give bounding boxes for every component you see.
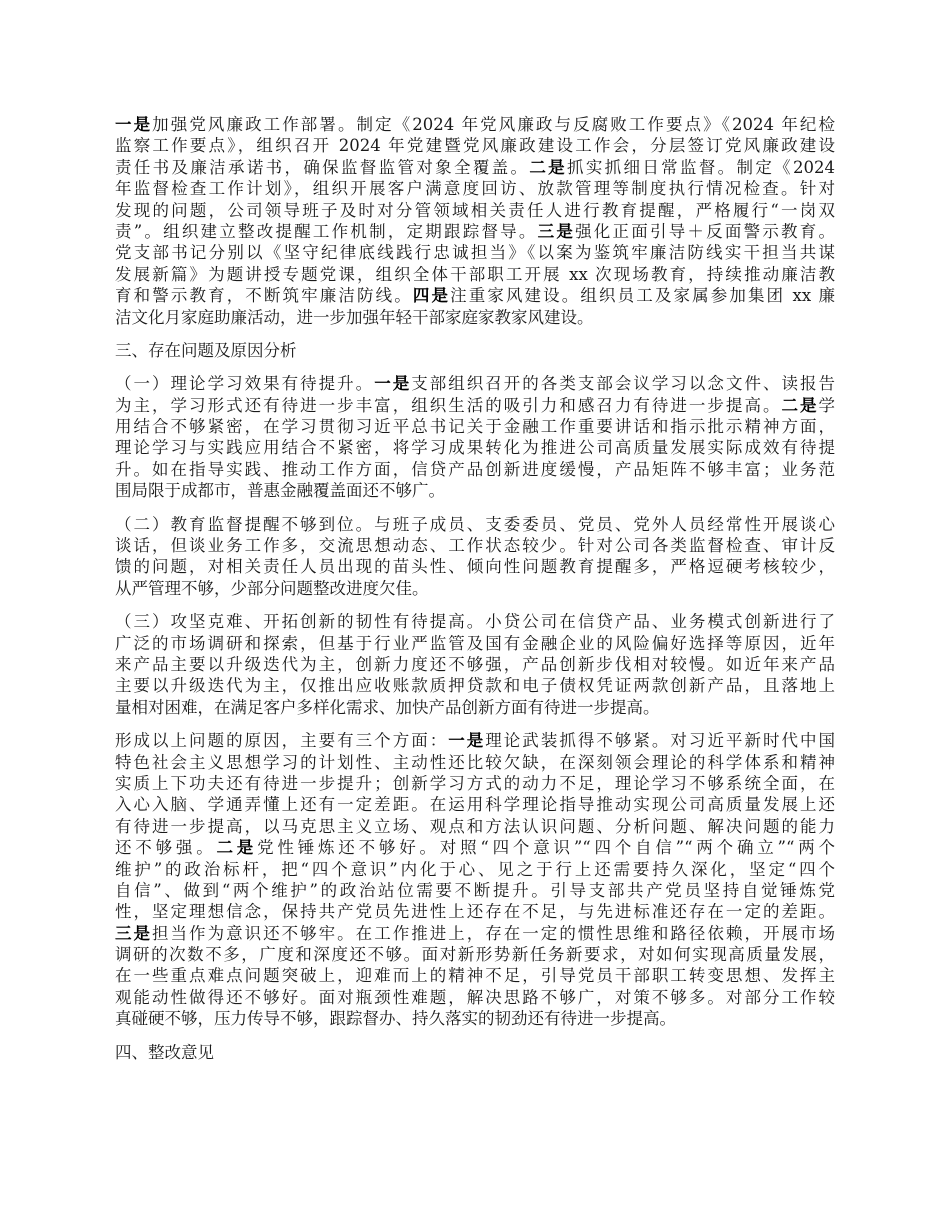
text-segment: 特色社会主义思想学习的计划性、主动性还比较欠缺，在深刻领会理论的科学体系和精神 [115, 752, 835, 772]
text-line [115, 697, 835, 718]
text-line [115, 965, 835, 986]
text-line [115, 633, 835, 654]
bold-lead-text: 三是 [115, 923, 153, 943]
text-segment: 发现的问题，公司领导班子及时对分管领域相关责任人进行教育提醒，严格履行“一岗双 [115, 200, 835, 220]
text-segment: 理论学习与实践应用结合不紧密，将学习成果转化为推进公司高质量发展实际成效有待提 [115, 438, 835, 458]
text-line [115, 859, 835, 880]
text-line [115, 556, 835, 577]
bold-lead-text: 二是 [781, 395, 819, 415]
text-line [115, 578, 835, 599]
text-line [115, 340, 835, 361]
text-segment: 监察工作要点》，组织召开 2024 年党建暨党风廉政建设工作会，分层签订党风廉政建设 [115, 136, 835, 156]
bold-lead-text: 四是 [412, 286, 451, 306]
text-line [115, 901, 835, 922]
text-segment: 年监督检查工作计划》，组织开展客户满意度回访、放款管理等制度执行情况检查。针对 [115, 179, 835, 199]
paragraph [115, 114, 835, 328]
text-segment: 观能动性做得还不够好。面对瓶颈性难题，解决思路不够广，对策不够多。对部分工作较 [115, 987, 835, 1007]
text-line [115, 730, 835, 751]
text-line [115, 611, 835, 632]
text-segment: 性，坚定理想信念，保持共产党员先进性上还存在不足，与先进标准还存在一定的差距。 [115, 902, 835, 922]
text-segment: 三、存在问题及原因分析 [115, 340, 297, 360]
text-line [115, 395, 835, 416]
text-line [115, 923, 835, 944]
text-segment: 还不够强。 [115, 838, 217, 858]
text-segment: 育和警示教育，不断筑牢廉洁防线。 [115, 286, 413, 306]
text-segment: 担当作为意识还不够牢。在工作推进上，存在一定的惯性思维和路径依赖，开展市场 [152, 923, 836, 943]
text-segment: 加强党风廉政工作部署。制定《2024 年党风廉政与反腐败工作要点》《2024 年纪检 [152, 115, 836, 134]
text-segment: 馈的问题，对相关责任人员出现的苗头性、倾向性问题教育提醒多，严格逗硬考核较少， [115, 557, 835, 577]
text-segment: 实质上下功夫还有待进一步提升；创新学习方式的动力不足，理论学习不够系统全面，在 [115, 773, 835, 793]
text-segment: 谈话，但谈业务工作多，交流思想动态、工作状态较少。针对公司各类监督检查、审计反 [115, 536, 835, 556]
text-segment: 洁文化月家庭助廉活动，进一步加强年轻干部家庭家教家风建设。 [115, 307, 594, 327]
text-line [115, 221, 835, 242]
text-line [115, 752, 835, 773]
text-segment: （一）理论学习效果有待提升。 [115, 374, 375, 394]
text-segment: 在一些重点难点问题突破上，迎难而上的精神不足，引导党员干部职工转变思想、发挥主 [115, 966, 835, 986]
paragraph [115, 611, 835, 718]
text-line [115, 1042, 835, 1063]
text-line [115, 416, 835, 437]
text-segment: 抓实抓细日常监督。制定《2024 [567, 157, 836, 177]
text-line [115, 1008, 835, 1029]
text-segment: 注重家风建设。组织员工及家属参加集团 xx 廉 [450, 286, 836, 306]
text-segment: 升。如在指导实践、推动工作方面，信贷产品创新进度缓慢，产品矩阵不够丰富；业务范 [115, 459, 835, 479]
text-segment: 支部组织召开的各类支部会议学习以念文件、读报告 [411, 374, 836, 394]
text-line [115, 285, 835, 306]
document-page [115, 114, 835, 1075]
text-segment: 主要以升级迭代为主，仅推出应收账款质押贷款和电子债权凭证两款创新产品，且落地上 [115, 676, 835, 696]
text-segment: 用结合不够紧密，在学习贯彻习近平总书记关于金融工作重要讲话和指示批示精神方面， [115, 417, 835, 437]
text-segment: 强化正面引导＋反面警示教育。 [575, 221, 836, 241]
section-heading [115, 340, 835, 361]
text-segment: 党性锤炼还不够好。对照“四个意识”“四个自信”“两个确立”“两个 [257, 838, 836, 858]
text-line [115, 157, 835, 178]
text-segment: 真碰硬不够，压力传导不够，跟踪督办、持久落实的韧劲还有待进一步提高。 [115, 1009, 676, 1029]
paragraph [115, 730, 835, 1029]
bold-lead-text: 一是 [115, 115, 153, 134]
text-segment: 理论武装抓得不够紧。对习近平新时代中国 [485, 731, 836, 751]
text-segment: （二）教育监督提醒不够到位。与班子成员、支委委员、党员、党外人员经常性开展谈心 [115, 514, 835, 534]
paragraph [115, 373, 835, 501]
text-segment: 责”。组织建立整改提醒工作机制，定期跟踪督导。 [115, 221, 538, 241]
text-line [115, 794, 835, 815]
text-segment: 从严管理不够，少部分问题整改进度欠佳。 [115, 578, 429, 598]
text-line [115, 307, 835, 328]
text-segment: 来产品主要以升级迭代为主，创新力度还不够强，产品创新步伐相对较慢。如近年来产品 [115, 654, 835, 674]
text-line [115, 816, 835, 837]
text-segment: 学 [818, 395, 836, 415]
text-segment: 党支部书记分别以《坚守纪律底线践行忠诚担当》《以案为鉴筑牢廉洁防线实干担当共谋 [115, 243, 835, 263]
text-segment: 围局限于成都市，普惠金融覆盖面还不够广。 [115, 481, 445, 501]
text-line [115, 242, 835, 263]
text-segment: 广泛的市场调研和探索，但基于行业严监管及国有金融企业的风险偏好选择等原因，近年 [115, 633, 835, 653]
text-segment: 有待进一步提高，以马克思主义立场、观点和方法认识问题、分析问题、解决问题的能力 [115, 816, 835, 836]
text-line [115, 178, 835, 199]
bold-lead-text: 一是 [448, 731, 486, 751]
text-line [115, 200, 835, 221]
text-segment: 发展新篇》为题讲授专题党课，组织全体干部职工开展 xx 次现场教育，持续推动廉洁教 [115, 264, 835, 284]
text-segment: 量相对困难，在满足客户多样化需求、加快产品创新方面有待进一步提高。 [115, 697, 660, 717]
bold-lead-text: 二是 [529, 157, 568, 177]
text-segment: （三）攻坚克难、开拓创新的韧性有待提高。小贷公司在信贷产品、业务模式创新进行了 [115, 612, 835, 632]
text-line [115, 944, 835, 965]
text-segment: 责任书及廉洁承诺书，确保监督监管对象全覆盖。 [115, 157, 530, 177]
bold-lead-text: 一是 [374, 374, 412, 394]
text-line [115, 459, 835, 480]
text-line [115, 675, 835, 696]
text-line [115, 437, 835, 458]
text-segment: 调研的次数不多，广度和深度还不够。面对新形势新任务新要求，对如何实现高质量发展， [115, 945, 835, 965]
text-line [115, 880, 835, 901]
text-line [115, 264, 835, 285]
text-line [115, 773, 835, 794]
text-line [115, 654, 835, 675]
text-segment: 四、整改意见 [115, 1042, 214, 1062]
section-heading [115, 1042, 835, 1063]
text-segment: 形成以上问题的原因，主要有三个方面： [115, 731, 449, 751]
text-line [115, 373, 835, 394]
bold-lead-text: 二是 [216, 838, 258, 858]
text-line [115, 837, 835, 858]
text-segment: 入心入脑、学通弄懂上还有一定差距。在运用科学理论指导推动实现公司高质量发展上还 [115, 795, 835, 815]
text-segment: 自信”、做到“两个维护”的政治站位需要不断提升。引导支部共产党员坚持自觉锤炼党 [115, 880, 835, 900]
text-segment: 维护”的政治标杆，把“四个意识”内化于心、见之于行上还需要持久深化，坚定“四个 [115, 859, 835, 879]
text-segment: 为主，学习形式还有待进一步丰富，组织生活的吸引力和感召力有待进一步提高。 [115, 395, 782, 415]
text-line [115, 514, 835, 535]
text-line [115, 480, 835, 501]
text-line [115, 135, 835, 156]
text-line [115, 114, 835, 135]
text-line [115, 987, 835, 1008]
bold-lead-text: 三是 [537, 221, 576, 241]
text-line [115, 535, 835, 556]
paragraph [115, 514, 835, 600]
